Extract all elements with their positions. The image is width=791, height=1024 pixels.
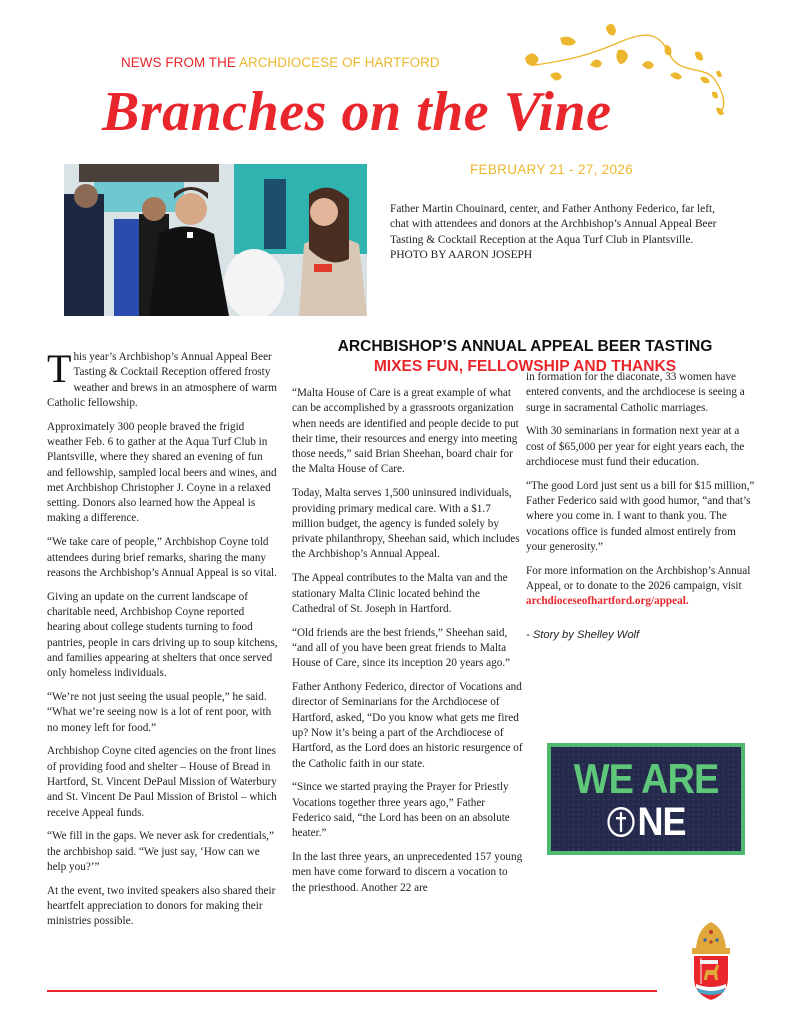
article-paragraph: With 30 seminarians in formation next year at a cost of $65,000 per year for eight years each, the archdiocese must fund their education. — [526, 425, 745, 468]
headline-line-1: ARCHBISHOP’S ANNUAL APPEAL BEER TASTING — [337, 338, 713, 355]
promo-line-2-suffix: NE — [637, 798, 686, 844]
promo-line-2 — [551, 798, 741, 844]
article-column-2 — [292, 386, 524, 904]
article-paragraph: “We’re not just seeing the usual people,” he said. “What we’re seeing now is a lot of rent poor, with no money left for food.” — [47, 690, 272, 734]
article-paragraph: in formation for the diaconate, 33 women have entered convents, and the archdiocese is seeing a surge in sacramental Catholic marriages. — [526, 371, 745, 414]
article-paragraph: “We take care of people,” Archbishop Coyne told attendees during brief remarks, sharing the many reasons the Archbishop’s Annual Appeal is so vital. — [47, 536, 277, 579]
promo-line-1: WE ARE — [573, 756, 719, 804]
article-paragraph: The Appeal contributes to the Malta van and the stationary Malta Clinic located behind the Cathedral of St. Joseph in Hartford. — [292, 572, 508, 615]
article-paragraph: In the last three years, an unprecedented 157 young men have come forward to discern a vocation to the priesthood. Another 22 are — [292, 851, 523, 894]
issue-date: FEBRUARY 21 - 27, 2026 — [470, 162, 633, 177]
masthead-title: Branches on the Vine — [102, 81, 612, 143]
article-paragraph: “The good Lord just sent us a bill for $15 million,” Father Federico said with good humor, “and that’s where you come in. I want to thank you. The vocations office is funded almost entirely from your generosity.” — [526, 479, 755, 553]
event-photo — [64, 164, 367, 316]
article-paragraph: Today, Malta serves 1,500 uninsured individuals, providing primary medical care. With a $1.7 million budget, the agency is funded solely by private philanthropy, Sheehan said, which includes the Archbishop’s Annual Appeal. — [292, 487, 520, 561]
article-paragraph: Approximately 300 people braved the frigid weather Feb. 6 to gather at the Aqua Turf Club in Plantsville, where they shared an evening of fun and fellowship, sampled local beers and wines, and met Archbishop Christopher J. Coyne in a relaxed setting. Donors also learned how the Appeal is making a difference. — [47, 420, 277, 525]
closing-text: For more information on the Archbishop’s Annual Appeal, or to donate to the 2026 campaign, visit — [526, 564, 751, 593]
article-paragraph: At the event, two invited speakers also shared their heartfelt appreciation to donors for making their ministries possible. — [47, 884, 276, 928]
byline: - Story by Shelley Wolf — [526, 628, 640, 641]
kicker-highlight: ARCHDIOCESE OF HARTFORD — [238, 55, 440, 70]
caption-text: Father Martin Chouinard, center, and Father Anthony Federico, far left, chat with attendees and donors at the Archbishop’s Annual Appeal Beer Tasting & Cocktail Reception at the Aqua Turf Club in Plantsville. — [390, 203, 717, 246]
appeal-link[interactable]: archdioceseofhartford.org/appeal. — [526, 595, 689, 608]
lead-text: his year’s Archbishop’s Annual Appeal Beer Tasting & Cocktail Reception offered frosty weather and brews in an atmosphere of warm Catholic fellowship. — [47, 351, 277, 409]
footer-divider — [47, 990, 657, 992]
promo-panel — [551, 747, 741, 851]
we-are-one-promo[interactable] — [547, 743, 745, 855]
article-paragraph: “Old friends are the best friends,” Sheehan said, “and all of you have been great friends to Malta House of Care, since its inception 20 years ago.” — [292, 626, 511, 670]
kicker-prefix: NEWS FROM THE — [121, 55, 236, 70]
article-paragraph: Father Anthony Federico, director of Vocations and director of Seminarians for the Archdiocese of Hartford, asked, “Do you know what gets me fired up? Now it’s being a part of the Archdiocese of Hartford, as the Lord does an historic resurgence of the Catholic faith in our state. — [292, 681, 523, 770]
headline-line-2: MIXES FUN, FELLOWSHIP AND THANKS — [373, 358, 677, 375]
article-paragraph: “We fill in the gaps. We never ask for credentials,” the archbishop said. “We just say, ‘How can we help you?’” — [47, 830, 274, 873]
archdiocese-crest-icon — [690, 918, 732, 1002]
article-paragraph: Giving an update on the current landscape of charitable need, Archbishop Coyne reported hearing about college students turning to food pantries, people in cars driving up to soup kitchens, and families appearing at shelters that once served only homeless individuals. — [47, 590, 278, 680]
article-paragraph: Archbishop Coyne cited agencies on the front lines of providing food and shelter – House of Bread in Hartford, St. Vincent DePaul Mission of Waterbury and St. Vincent De Paul Mission of Bristol – which receive Appeal funds. — [47, 745, 277, 819]
article-column-3 — [526, 370, 756, 643]
article-paragraph: “Since we started praying the Prayer for Priestly Vocations together three years ago,” Father Federico said, “the Lord has been on an absolute heater.” — [292, 781, 510, 840]
kicker — [121, 55, 440, 70]
photo-caption — [390, 202, 720, 264]
drop-cap: T — [47, 346, 72, 391]
event-photo-illustration — [64, 164, 367, 316]
article-column-1 — [47, 346, 280, 938]
article-paragraph — [526, 564, 756, 610]
photo-credit: PHOTO BY AARON JOSEPH — [390, 249, 533, 262]
article-paragraph: “Malta House of Care is a great example of what can be accomplished by a grassroots organization when needs are identified and people decide to put their time, their resources and energy into meeting those needs,” said Brian Sheehan, board chair for the Malta House of Care. — [292, 387, 519, 476]
article-paragraph — [47, 346, 280, 411]
cross-circle-icon — [606, 806, 636, 839]
